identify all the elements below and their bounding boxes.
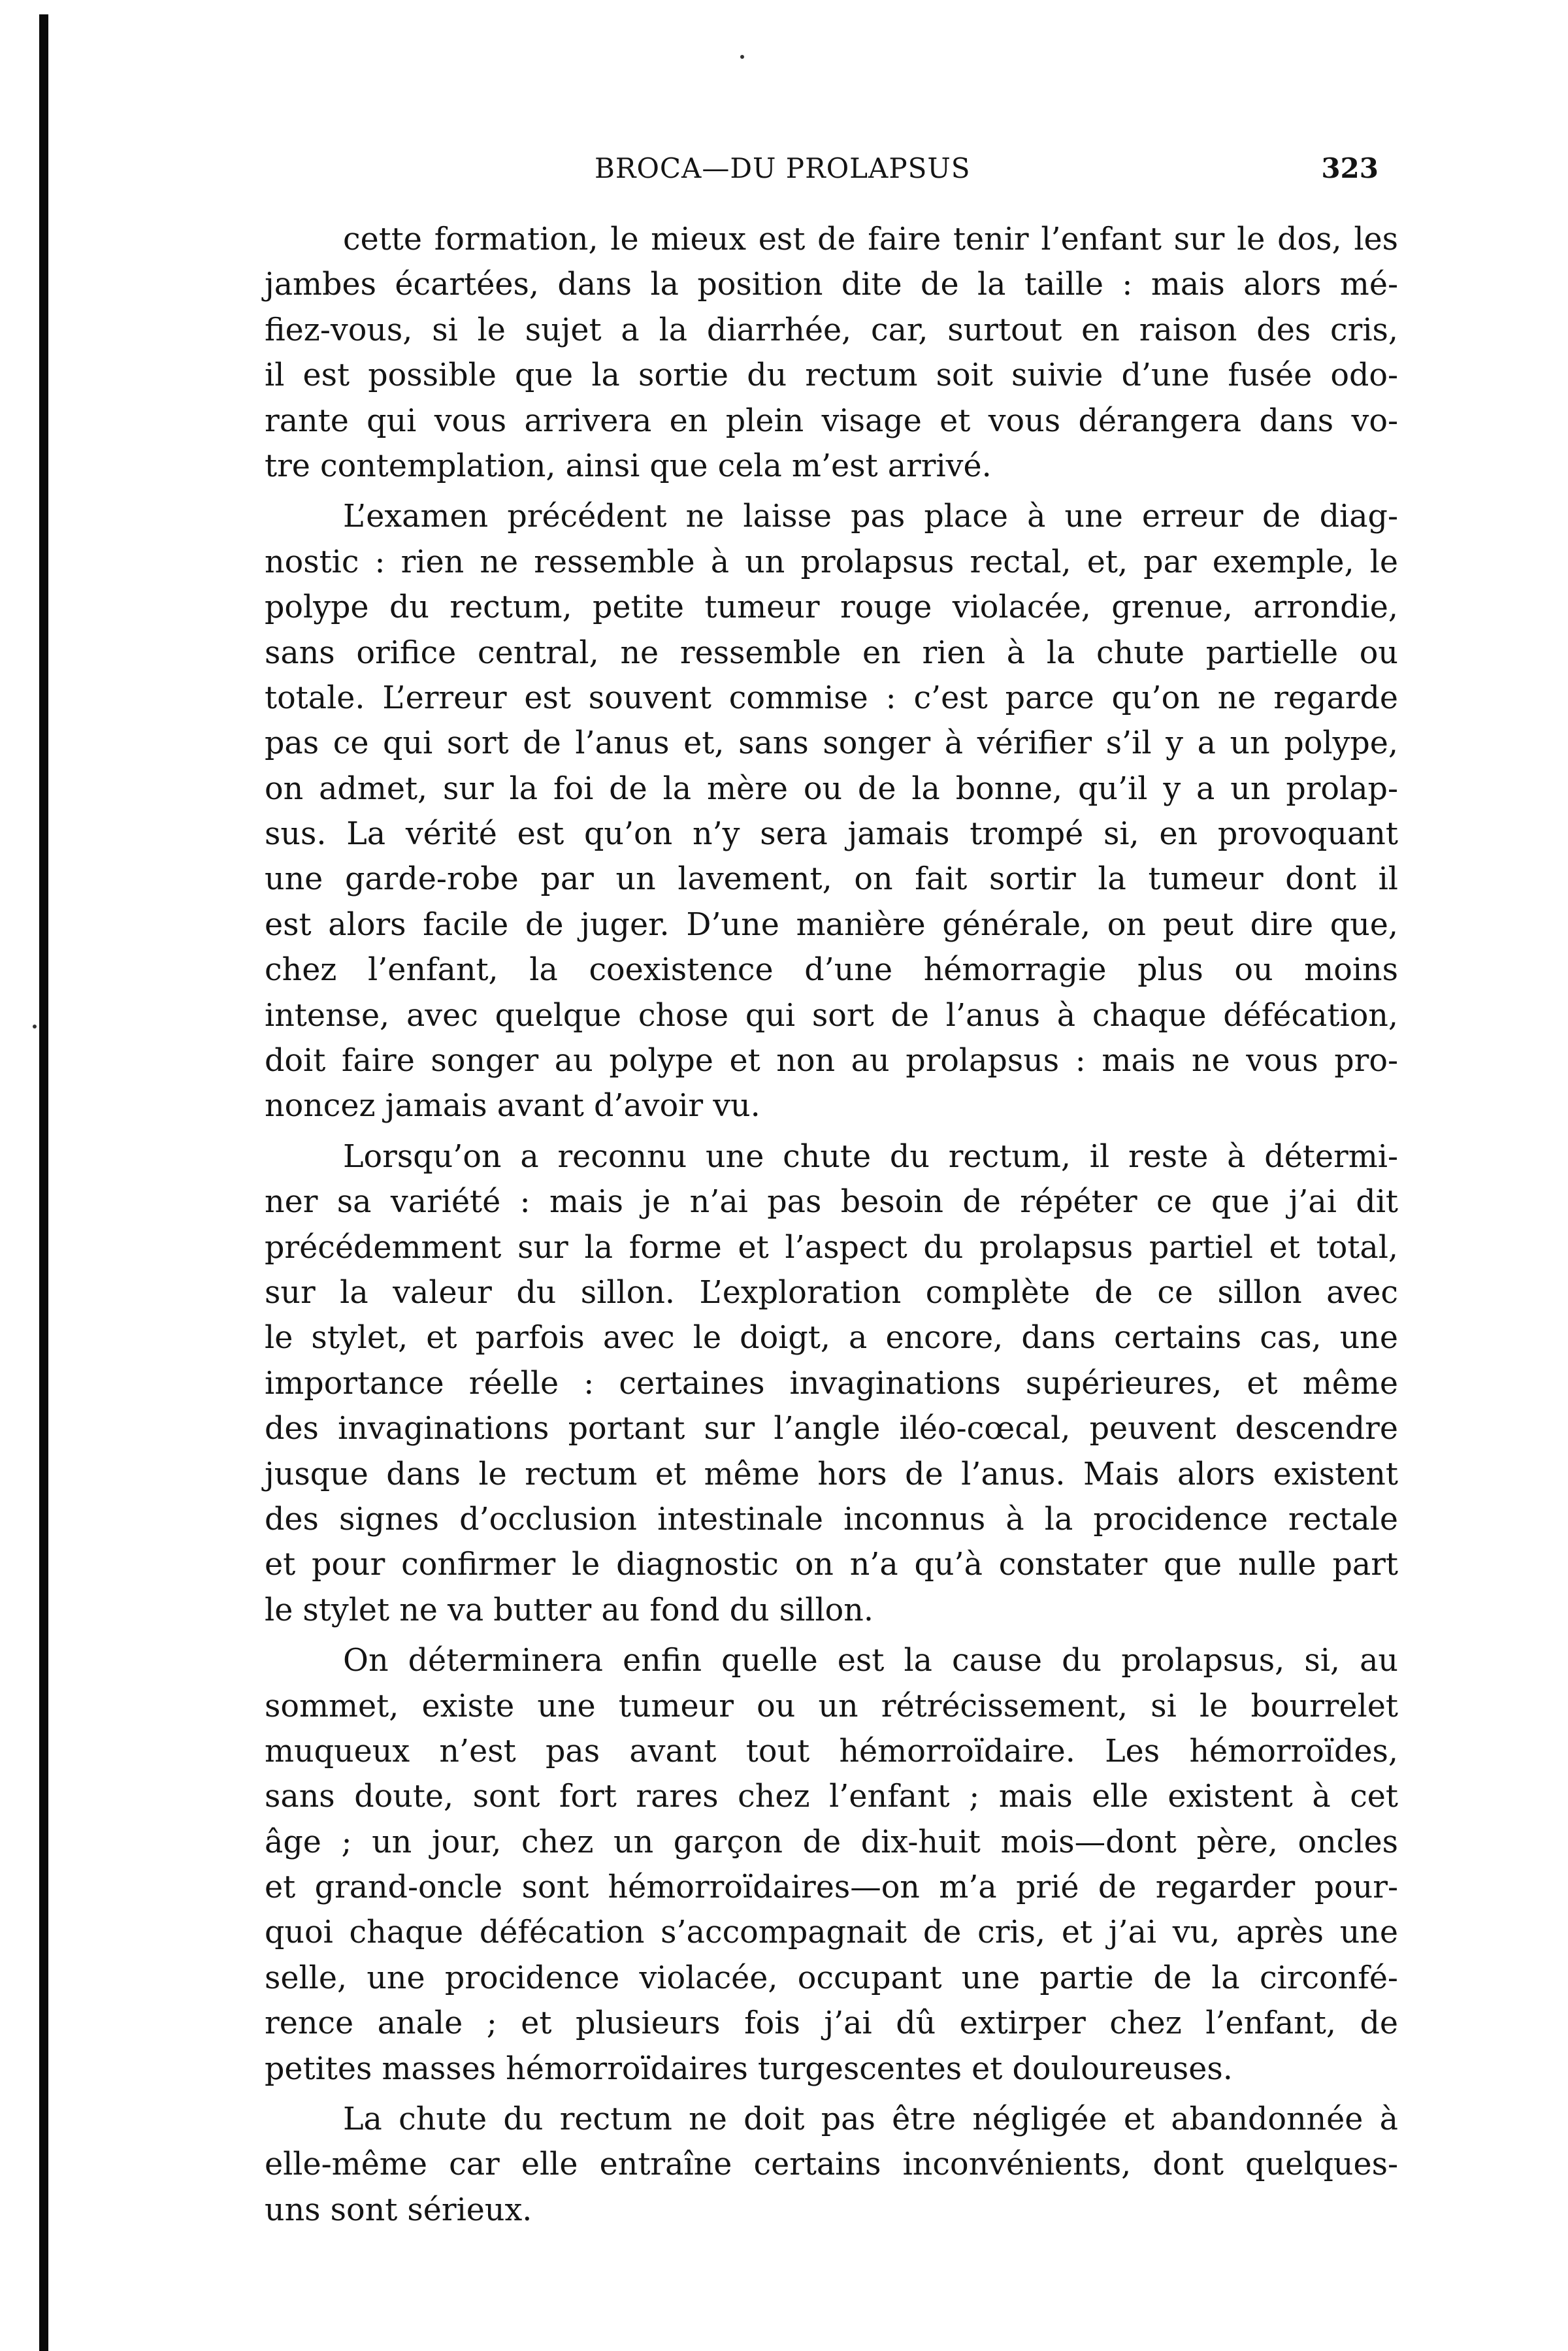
text-line: sur la valeur du sillon. L’exploration complète de ce sillon avec: [265, 1274, 1398, 1311]
text-line: cette formation, le mieux est de faire tenir l’enfant sur le dos, les: [343, 222, 1398, 257]
text-line: une garde-robe par un lavement, on fait sortir la tumeur dont il: [265, 861, 1398, 898]
paragraph: [265, 217, 1398, 489]
page-header: [268, 152, 1379, 191]
paragraph: [265, 1134, 1398, 1633]
text-line: des signes d’occlusion intestinale inconnus à la procidence rectale: [265, 1501, 1398, 1537]
text-line: noncez jamais avant d’avoir vu.: [265, 1088, 760, 1125]
text-line: petites masses hémorroïdaires turgescentes et douloureuses.: [265, 2050, 1233, 2087]
text-line: il est possible que la sortie du rectum soit suivie d’une fusée odo-: [265, 357, 1398, 394]
text-line: sans doute, sont fort rares chez l’enfant ; mais elle existent à cet: [265, 1779, 1398, 1815]
print-speck: [33, 1025, 37, 1028]
text-line: intense, avec quelque chose qui sort de l’anus à chaque défécation,: [265, 997, 1398, 1034]
text-line: sus. La vérité est qu’on n’y sera jamais trompé si, en provoquant: [265, 816, 1398, 853]
text-line: selle, une procidence violacée, occupant une partie de la circonfé-: [265, 1960, 1398, 1996]
paragraph: [265, 1638, 1398, 2092]
text-line: polype du rectum, petite tumeur rouge violacée, grenue, arrondie,: [265, 589, 1398, 626]
text-line: rante qui vous arrivera en plein visage et vous dérangera dans vo-: [265, 403, 1398, 439]
running-title: BROCA—DU PROLAPSUS: [595, 152, 971, 184]
text-line: totale. L’erreur est souvent commise : c’est parce qu’on ne regarde: [265, 680, 1398, 716]
text-line: fiez-vous, si le sujet a la diarrhée, car, surtout en raison des cris,: [265, 312, 1398, 348]
page-edge-rule: [39, 14, 48, 2351]
text-line: jusque dans le rectum et même hors de l’anus. Mais alors existent: [265, 1456, 1398, 1492]
paragraph: [265, 494, 1398, 1128]
page-number: 323: [1321, 152, 1379, 184]
text-line: et grand-oncle sont hémorroïdaires—on m’a prié de regarder pour-: [265, 1869, 1398, 1906]
text-line: La chute du rectum ne doit pas être négligée et abandonnée à: [343, 2101, 1398, 2138]
text-line: jambes écartées, dans la position dite de la taille : mais alors mé-: [265, 267, 1398, 303]
text-line: L’examen précédent ne laisse pas place à une erreur de diag-: [343, 499, 1398, 535]
text-line: Lorsqu’on a reconnu une chute du rectum, il reste à détermi-: [343, 1138, 1398, 1175]
text-line: sans orifice central, ne ressemble en rien à la chute partielle ou: [265, 634, 1398, 671]
body-text: [265, 217, 1398, 2238]
text-line: précédemment sur la forme et l’aspect du prolapsus partiel et total,: [265, 1229, 1398, 1266]
text-line: chez l’enfant, la coexistence d’une hémorragie plus ou moins: [265, 952, 1398, 989]
text-line: tre contemplation, ainsi que cela m’est arrivé.: [265, 448, 992, 484]
text-line: ner sa variété : mais je n’ai pas besoin de répéter ce que j’ai dit: [265, 1184, 1398, 1221]
text-line: âge ; un jour, chez un garçon de dix-huit mois—dont père, oncles: [265, 1824, 1398, 1860]
paragraph: [265, 2097, 1398, 2233]
text-line: nostic : rien ne ressemble à un prolapsus rectal, et, par exemple, le: [265, 544, 1398, 580]
text-line: On déterminera enfin quelle est la cause du prolapsus, si, au: [343, 1643, 1398, 1679]
text-line: uns sont sérieux.: [265, 2192, 532, 2228]
text-line: le stylet ne va butter au fond du sillon.: [265, 1592, 874, 1628]
text-line: sommet, existe une tumeur ou un rétrécissement, si le bourrelet: [265, 1688, 1398, 1724]
text-line: pas ce qui sort de l’anus et, sans songer à vérifier s’il y a un polype,: [265, 725, 1398, 762]
text-line: doit faire songer au polype et non au prolapsus : mais ne vous pro-: [265, 1043, 1398, 1079]
text-line: importance réelle : certaines invaginations supérieures, et même: [265, 1365, 1398, 1402]
text-line: et pour confirmer le diagnostic on n’a qu’à constater que nulle part: [265, 1547, 1398, 1583]
text-line: muqueux n’est pas avant tout hémorroïdaire. Les hémorroïdes,: [265, 1733, 1398, 1769]
text-line: on admet, sur la foi de la mère ou de la bonne, qu’il y a un prolap-: [265, 770, 1398, 807]
text-line: est alors facile de juger. D’une manière générale, on peut dire que,: [265, 906, 1398, 943]
text-line: rence anale ; et plusieurs fois j’ai dû extirper chez l’enfant, de: [265, 2005, 1398, 2042]
print-speck: [740, 55, 744, 59]
text-line: le stylet, et parfois avec le doigt, a encore, dans certains cas, une: [265, 1320, 1398, 1356]
text-line: elle-même car elle entraîne certains inconvénients, dont quelques-: [265, 2146, 1398, 2183]
text-line: quoi chaque défécation s’accompagnait de cris, et j’ai vu, après une: [265, 1915, 1398, 1951]
text-line: des invaginations portant sur l’angle iléo-cœcal, peuvent descendre: [265, 1411, 1398, 1447]
